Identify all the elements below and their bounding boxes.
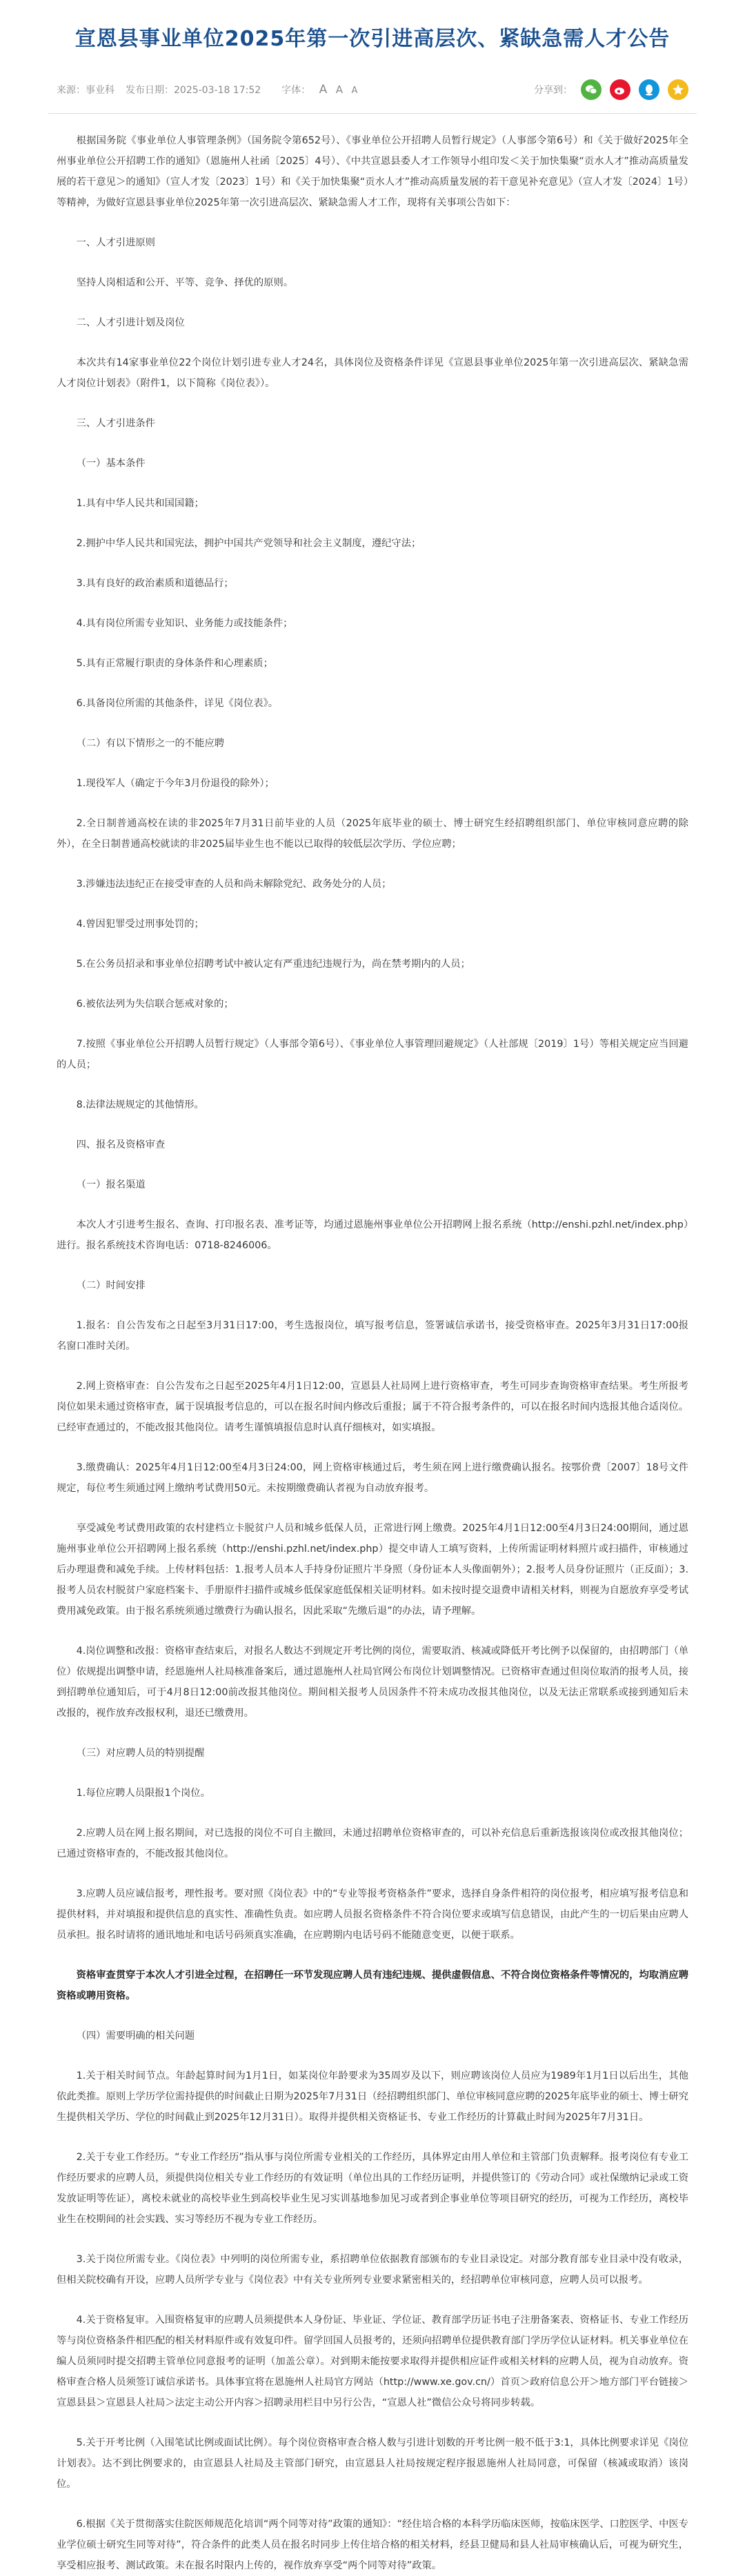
meta-info: [57, 83, 357, 97]
font-size-small-button[interactable]: A: [351, 86, 358, 96]
article-paragraph: （二）时间安排: [76, 1280, 146, 1291]
article-paragraph: 享受减免考试费用政策的农村建档立卡脱贫户人员和城乡低保人员，正常进行网上缴费。2025年4月1日12:00至4月3日24:00期间，通过恩施州事业单位公开招聘网上报名系统（http://enshi.pzhl.net/index.php）提交申请人工填写资料，上传所需证明材料照片或扫描件，审核通过后办理退费和减免手续。上传材料包括：1.报考人员本人手持身份证照片半身照（身份证本人头像面朝外）；2.报考人员身份证照片（正反面）；3.报考人员农村脱贫户家庭档案卡、手册原件扫描件或城乡低保家庭低保相关证明材料。如未按时提交退费申请相关材料，则视为自愿放弃享受考试费用减免政策。由于报名系统须通过缴费行为确认报名，因此采取“先缴后退”的办法，请予理解。: [57, 1523, 688, 1617]
article-paragraph: 3.关于岗位所需专业。《岗位表》中列明的岗位所需专业，系招聘单位依据教育部颁布的专业目录设定。对部分教育部专业目录中没有收录，但相关院校确有开设，应聘人员所学专业与《岗位表》中有关专业所列专业要求紧密相关的，经招聘单位审核同意，应聘人员可以报考。: [57, 2254, 688, 2286]
article-paragraph: 1.每位应聘人员限报1个岗位。: [76, 1788, 210, 1799]
article-paragraph: （二）有以下情形之一的不能应聘: [76, 738, 225, 749]
font-size-label: 字体：: [281, 85, 311, 96]
article-paragraph: （四）需要明确的相关问题: [76, 2030, 195, 2041]
article-paragraph: 2.全日制普通高校在读的非2025年7月31日前毕业的人员（2025年底毕业的硕士、博士研究生经招聘组织部门、单位审核同意应聘的除外），在全日制普通高校就读的非2025届毕业生也不能以已取得的较低层次学历、学位应聘；: [57, 818, 688, 850]
article-paragraph: 8.法律法规规定的其他情形。: [76, 1099, 204, 1110]
qzone-icon[interactable]: [668, 79, 688, 100]
article-paragraph: 资格审查贯穿于本次人才引进全过程，在招聘任一环节发现应聘人员有违纪违规、提供虚假信息、不符合岗位资格条件等情况的，均取消应聘资格或聘用资格。: [57, 1970, 688, 2001]
article-paragraph: 4.具有岗位所需专业知识、业务能力或技能条件；: [76, 618, 293, 629]
article-paragraph: 7.按照《事业单位公开招聘人员暂行规定》（人事部令第6号）、《事业单位人事管理回避规定》（人社部规〔2019〕1号）等相关规定应当回避的人员；: [57, 1039, 688, 1070]
source-label: 来源：事业科: [57, 85, 115, 96]
article-paragraph: 6.具备岗位所需的其他条件，详见《岗位表》。: [76, 698, 279, 709]
article-paragraph: 4.关于资格复审。入围资格复审的应聘人员须提供本人身份证、毕业证、学位证、教育部学历证书电子注册备案表、资格证书、专业工作经历等与岗位资格条件相匹配的相关材料原件或有效复印件。留学回国人员报考的，还须向招聘单位提供教育部门学历学位认证材料。机关事业单位在编人员须同时提交招聘主管单位同意报考的证明（加盖公章）。对到期未能按要求取得并提供相应证件或相关材料的应聘人员，视为自动放弃。资格审查合格人员须签订诚信承诺书。具体事宜将在恩施州人社局官方网站（http://www.xe.gov.cn/）首页＞政府信息公开＞地方部门平台链接＞宣恩县县＞宣恩县人社局＞法定主动公开内容＞招聘录用栏目中另行公告，“宣恩人社”微信公众号将同步转载。: [57, 2315, 688, 2408]
article-paragraph: 坚持人岗相适和公开、平等、竞争、择优的原则。: [76, 277, 294, 288]
share-label: 分享到：: [534, 85, 573, 96]
publish-time: 发布日期：2025-03-18 17:52: [126, 85, 261, 96]
font-size-large-button[interactable]: A: [319, 83, 328, 97]
article-paragraph: 3.具有良好的政治素质和道德品行；: [76, 578, 234, 589]
article-paragraph: 2.应聘人员在网上报名期间，对已选报的岗位不可自主撤回，未通过招聘单位资格审查的，可以补充信息后重新选报该岗位或改报其他岗位；已通过资格审查的，不能改报其他岗位。: [57, 1828, 688, 1859]
wechat-icon[interactable]: [581, 79, 602, 100]
article-paragraph: 二、人才引进计划及岗位: [76, 317, 185, 328]
article-paragraph: 6.被依法列为失信联合惩戒对象的；: [76, 999, 234, 1010]
article-body: [48, 114, 697, 2576]
article-paragraph: 5.具有正常履行职责的身体条件和心理素质；: [76, 658, 273, 669]
article-paragraph: 4.曾因犯罪受过刑事处罚的；: [76, 919, 204, 930]
article-title: 宣恩县事业单位2025年第一次引进高层次、紧缺急需人才公告: [74, 27, 670, 51]
article-paragraph: 1.关于相关时间节点。年龄起算时间为1月1日，如某岗位年龄要求为35周岁及以下，则应聘该岗位人员应为1989年1月1日以后出生，其他依此类推。原则上学历学位需持提供的时间截止日期为2025年7月31日（经招聘组织部门、单位审核同意应聘的2025年底毕业的硕士、博士研究生提供相关学历、学位的时间截止到2025年12月31日）。取得并提供相关资格证书、专业工作经历的计算截止时间为2025年7月31日。: [57, 2070, 688, 2123]
article-paragraph: 1.具有中华人民共和国国籍；: [76, 498, 204, 509]
font-size-control: [281, 83, 357, 97]
article-paragraph: 根据国务院《事业单位人事管理条例》（国务院令第652号）、《事业单位公开招聘人员暂行规定》（人事部令第6号）和《关于做好2025年全州事业单位公开招聘工作的通知》（恩施州人社函〔2025〕4号）、《中共宣恩县委人才工作领导小组印发＜关于加快集聚“贡水人才”推动高质量发展的若干意见＞的通知》（宣人才发〔2023〕1号）和《关于加快集聚“贡水人才”推动高质量发展的若干意见补充意见》（宣人才发〔2024〕1号）等精神，为做好宣恩县事业单位2025年第一次引进高层次、紧缺急需人才工作，现将有关事项公告如下：: [57, 135, 688, 208]
article-paragraph: 2.网上资格审查：自公告发布之日起至2025年4月1日12:00，宣恩县人社局网上进行资格审查，考生可同步查询资格审查结果。考生所报考岗位如果未通过资格审查，属于误填报考信息的，可以在报名时间内修改后重报；属于不符合报考条件的，可以在报名时间内选报其他合适岗位。已经审查通过的，不能改报其他岗位。请考生谨慎填报信息时认真仔细核对，如实填报。: [57, 1381, 688, 1433]
article-paragraph: 1.报名：自公告发布之日起至3月31日17:00，考生选报岗位，填写报考信息，签署诚信承诺书，接受资格审查。2025年3月31日17:00报名窗口准时关闭。: [57, 1320, 688, 1352]
article-paragraph: 3.涉嫌违法违纪正在接受审查的人员和尚未解除党纪、政务处分的人员；: [76, 879, 392, 890]
weibo-icon[interactable]: [610, 79, 630, 100]
article-paragraph: （一）基本条件: [76, 458, 146, 469]
article-paragraph: 4.岗位调整和改报：资格审查结束后，对报名人数达不到规定开考比例的岗位，需要取消、核减或降低开考比例予以保留的，由招聘部门（单位）依规提出调整申请，经恩施州人社局核准备案后，通过恩施州人社局官网公布岗位计划调整情况。已资格审查通过但岗位取消的报考人员，接到招聘单位通知后，可于4月8日12:00前改报其他岗位。期间相关报考人员因条件不符未成功改报其他岗位，以及无法正常联系或接到通知后未改报的，视作放弃改报权利，退还已缴费用。: [57, 1646, 688, 1719]
article-paragraph: 6.根据《关于贯彻落实住院医师规范化培训“两个同等对待”政策的通知》：“经住培合格的本科学历临床医师，按临床医学、口腔医学、中医专业学位硕士研究生同等对待”，符合条件的此类人员在报名时同步上传住培合格的相关材料，经县卫健局和县人社局审核确认后，可视为研究生，享受相应报考、测试政策。未在报名时限内上传的，视作放弃享受“两个同等对待”政策。: [57, 2519, 688, 2571]
article-paragraph: 2.关于专业工作经历。“专业工作经历”指从事与岗位所需专业相关的工作经历，具体界定由用人单位和主管部门负责解释。报考岗位有专业工作经历要求的应聘人员，须提供岗位相关专业工作经历的有效证明（单位出具的工作经历证明，并提供签订的《劳动合同》或社保缴纳记录或工资发放证明等佐证），离校未就业的高校毕业生到高校毕业生见习实训基地参加见习或者到企事业单位等项目研究的经历，可视为工作经历，离校毕业生在校期间的社会实践、实习等经历不视为专业工作经历。: [57, 2152, 688, 2225]
qq-icon[interactable]: [639, 79, 659, 100]
article-paragraph: （三）对应聘人员的特别提醒: [76, 1748, 205, 1759]
article-paragraph: 一、人才引进原则: [76, 237, 155, 248]
article-paragraph: 四、报名及资格审查: [76, 1139, 166, 1150]
article-paragraph: 3.应聘人员应诚信报考，理性报考。要对照《岗位表》中的“专业等报考资格条件”要求，选择自身条件相符的岗位报考，相应填写报考信息和提供材料，并对填报和提供信息的真实性、准确性负责。如应聘人员报名资格条件不符合岗位要求或填写信息错误，由此产生的一切后果由应聘人员承担。报名时请将的通讯地址和电话号码须真实准确，在应聘期内电话号码不能随意变更，以便于联系。: [57, 1888, 688, 1941]
article-meta: [48, 76, 697, 103]
article-paragraph: 2.拥护中华人民共和国宪法，拥护中国共产党领导和社会主义制度，遵纪守法；: [76, 538, 421, 549]
share-bar: [534, 79, 688, 100]
article-paragraph: 5.关于开考比例（入围笔试比例或面试比例）。每个岗位资格审查合格人数与引进计划数的开考比例一般不低于3:1，具体比例要求详见《岗位计划表》。达不到比例要求的，由宣恩县人社局及主管部门研究，由宣恩县人社局按规定程序报恩施州人社局同意，可保留（核减或取消）该岗位。: [57, 2437, 688, 2490]
article-paragraph: 本次共有14家事业单位22个岗位计划引进专业人才24名，具体岗位及资格条件详见《宣恩县事业单位2025年第一次引进高层次、紧缺急需人才岗位计划表》（附件1，以下简称《岗位表》）。: [57, 357, 688, 389]
article-paragraph: 5.在公务员招录和事业单位招聘考试中被认定有严重违纪违规行为，尚在禁考期内的人员；: [76, 959, 470, 970]
article-paragraph: （一）报名渠道: [76, 1179, 146, 1190]
article-paragraph: 三、人才引进条件: [76, 418, 155, 429]
article-paragraph: 1.现役军人（确定于今年3月份退役的除外）；: [76, 778, 275, 789]
article-paragraph: 3.缴费确认：2025年4月1日12:00至4月3日24:00，网上资格审核通过后，考生须在网上进行缴费确认报名。按鄂价费〔2007〕18号文件规定，每位考生须通过网上缴纳考试费用50元。未按期缴费确认者视为自动放弃报考。: [57, 1462, 688, 1494]
article-paragraph: 本次人才引进考生报名、查询、打印报名表、准考证等，均通过恩施州事业单位公开招聘网上报名系统（http://enshi.pzhl.net/index.php）进行。报名系统技术咨询电话：0718-8246006。: [57, 1219, 688, 1251]
font-size-medium-button[interactable]: A: [335, 83, 343, 96]
